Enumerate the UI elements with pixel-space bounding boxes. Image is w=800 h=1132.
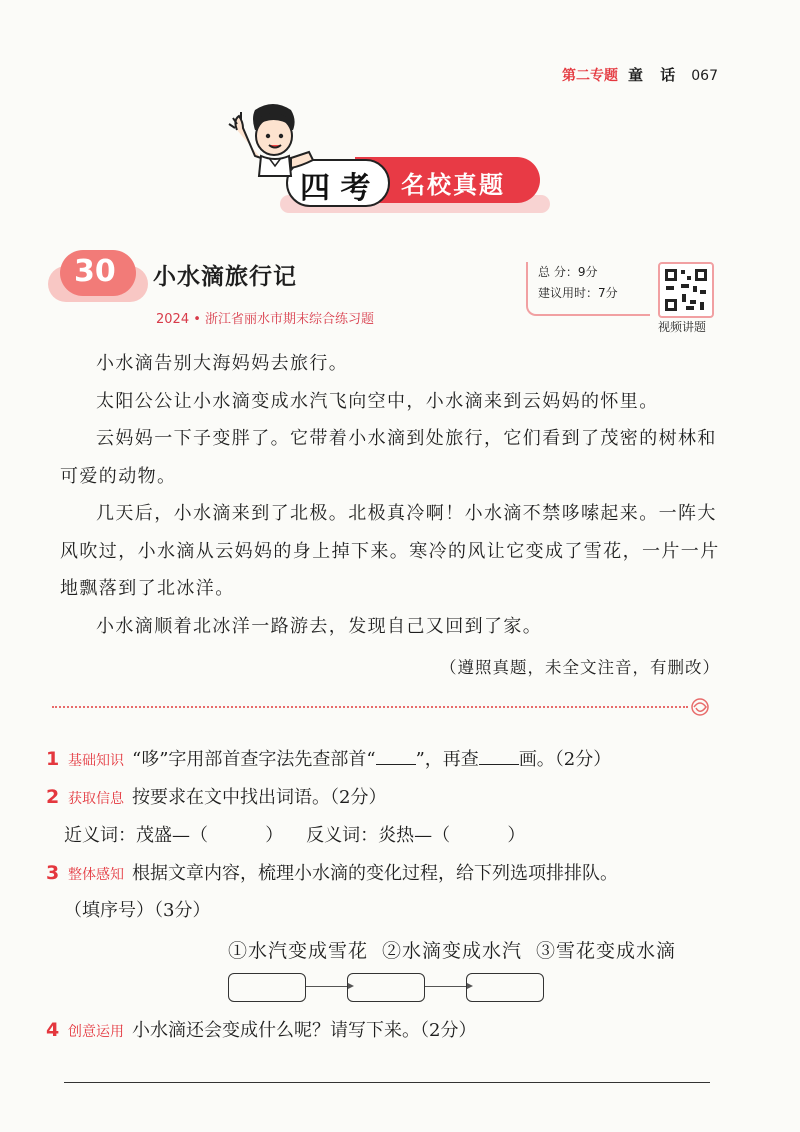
boy-mascot-icon	[225, 96, 315, 186]
question-2	[46, 783, 386, 809]
arrow-right-icon	[425, 986, 471, 987]
question-1	[46, 745, 611, 771]
question-number: 1	[46, 748, 60, 770]
order-answer-box[interactable]	[466, 973, 544, 1002]
arrow-right-icon	[306, 986, 352, 987]
passage-paragraph: 云妈妈一下子变胖了。它带着小水滴到处旅行，它们看到了茂密的树林和可爱的动物。	[60, 428, 717, 487]
question-3	[46, 859, 618, 885]
question-text: “哆”字用部首查字法先查部首“	[132, 749, 376, 770]
question-number: 3	[46, 862, 60, 884]
question-text: ”，再查	[415, 749, 479, 770]
question-2-answer-line[interactable]: 近义词：茂盛—（ ） 反义词：炎热—（ ）	[64, 825, 526, 846]
exercise-title: 小水滴旅行记	[153, 264, 297, 290]
question-tag: 基础知识	[68, 753, 124, 769]
suggested-time: 建议用时：7分	[538, 286, 618, 300]
passage-paragraph: 几天后，小水滴来到了北极。北极真冷啊！小水滴不禁哆嗦起来。一阵大风吹过，小水滴从云妈妈的身上掉下来。寒冷的风让它变成了雪花，一片一片地飘落到了北冰洋。	[60, 503, 720, 599]
banner-label: 四 考	[300, 171, 371, 206]
genre-label: 童 话	[628, 66, 682, 84]
question-number: 2	[46, 786, 60, 808]
answer-blank-strokes[interactable]	[479, 746, 519, 765]
option-item: ③雪花变成水滴	[536, 940, 677, 962]
question-3-continuation: （填序号）（3分）	[64, 900, 211, 921]
option-item: ②水滴变成水汽	[382, 940, 523, 962]
qr-code-icon[interactable]	[658, 262, 714, 318]
passage-paragraph: 太阳公公让小水滴变成水汽飞向空中，小水滴来到云妈妈的怀里。	[96, 390, 659, 412]
swirl-icon	[688, 696, 712, 718]
total-score: 总 分：9分	[538, 265, 598, 279]
exercise-number-badge	[60, 250, 136, 296]
question-text: 画。（2分）	[518, 749, 612, 770]
source-note: （遵照真题，未全文注音，有删改）	[440, 658, 720, 677]
question-tag: 整体感知	[68, 867, 124, 883]
order-answer-box[interactable]	[347, 973, 425, 1002]
question-number: 4	[46, 1019, 60, 1041]
passage-paragraph: 小水滴告别大海妈妈去旅行。	[96, 353, 349, 374]
question-tag: 创意运用	[68, 1024, 124, 1040]
exercise-number: 30	[74, 254, 116, 289]
passage-paragraph: 小水滴顺着北冰洋一路游去，发现自己又回到了家。	[96, 615, 543, 637]
question-text: 按要求在文中找出词语。（2分）	[132, 787, 387, 808]
question-text: 根据文章内容，梳理小水滴的变化过程，给下列选项排排队。	[132, 863, 618, 884]
section-divider	[52, 706, 688, 708]
topic-label: 第二专题	[562, 68, 619, 84]
question-tag: 获取信息	[68, 791, 124, 807]
exercise-source: 2024 • 浙江省丽水市期末综合练习题	[156, 312, 375, 327]
order-answer-box[interactable]	[228, 973, 306, 1002]
option-list	[228, 936, 676, 963]
banner-title: 名校真题	[401, 170, 505, 199]
page-header	[562, 64, 718, 85]
score-info-box	[526, 262, 650, 316]
page-number: 067	[691, 68, 718, 84]
passage	[60, 345, 720, 645]
option-item: ①水汽变成雪花	[228, 940, 369, 962]
question-text: 小水滴还会变成什么呢？请写下来。（2分）	[132, 1020, 477, 1041]
answer-blank-radical[interactable]	[376, 746, 416, 765]
answer-line[interactable]	[64, 1082, 710, 1083]
video-label: 视频讲题	[658, 320, 707, 334]
question-4	[46, 1016, 476, 1042]
